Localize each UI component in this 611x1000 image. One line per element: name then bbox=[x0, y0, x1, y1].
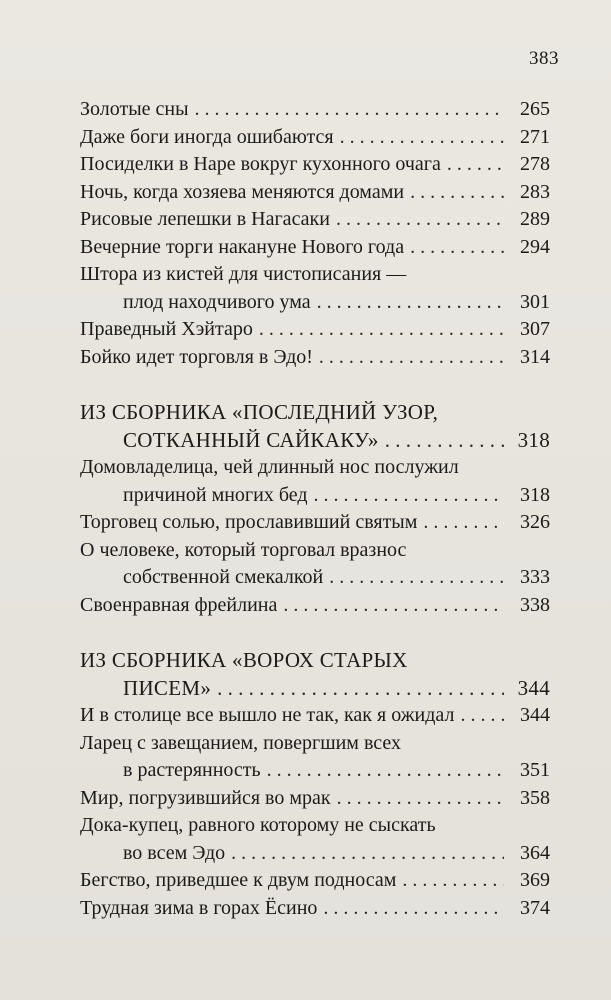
toc-entry bbox=[80, 124, 550, 152]
leader-dots bbox=[410, 234, 504, 262]
leader-dots bbox=[267, 757, 504, 785]
toc-entry-title: Посиделки в Наре вокруг кухонного очага bbox=[80, 153, 441, 175]
toc-entry bbox=[80, 344, 550, 372]
leader-dots bbox=[195, 96, 504, 124]
leader-dots bbox=[323, 895, 504, 923]
section-heading-line1 bbox=[80, 647, 550, 675]
toc-entry bbox=[80, 96, 550, 124]
leader-dots bbox=[283, 592, 504, 620]
leader-dots bbox=[423, 509, 504, 537]
leader-dots bbox=[336, 206, 504, 234]
toc-entry-title: Рисовые лепешки в Нагасаки bbox=[80, 208, 330, 230]
toc-entry-page: 271 bbox=[520, 125, 550, 148]
section-spacer bbox=[80, 371, 550, 399]
toc-entry bbox=[80, 179, 550, 207]
toc-entry-page: 333 bbox=[520, 566, 550, 588]
toc-entry-page: 278 bbox=[520, 153, 550, 175]
leader-dots bbox=[317, 289, 504, 317]
toc-entry-title-cont: причиной многих бед bbox=[123, 483, 308, 506]
section-heading: ИЗ СБОРНИКА «ВОРОХ СТАРЫХ bbox=[80, 648, 408, 672]
toc-entry bbox=[80, 702, 550, 730]
section-heading-line2 bbox=[80, 675, 550, 703]
page-number: 383 bbox=[529, 48, 559, 69]
toc-entry-title: Торговец солью, прославивший святым bbox=[80, 511, 418, 533]
toc-entry-title-cont: во всем Эдо bbox=[123, 841, 226, 864]
toc-entry-line1 bbox=[80, 261, 550, 289]
toc-entry bbox=[80, 509, 550, 537]
toc-entry-line1 bbox=[80, 812, 550, 840]
toc-entry-page: 314 bbox=[520, 345, 550, 368]
toc-entry-title: Праведный Хэйтаро bbox=[80, 318, 253, 340]
leader-dots bbox=[447, 151, 504, 179]
leader-dots bbox=[402, 867, 504, 895]
toc-entry-line2 bbox=[80, 564, 550, 592]
leader-dots bbox=[319, 344, 504, 372]
toc-entry-line2 bbox=[80, 482, 550, 510]
toc-entry-title: О человеке, который торговал вразнос bbox=[80, 538, 407, 561]
toc-entry bbox=[80, 316, 550, 344]
toc-entry-line1 bbox=[80, 537, 550, 565]
toc-entry-page: 294 bbox=[520, 235, 550, 258]
section-page: 318 bbox=[517, 427, 550, 452]
section-heading: ИЗ СБОРНИКА «ПОСЛЕДНИЙ УЗОР, bbox=[80, 400, 439, 424]
toc-entry-page: 265 bbox=[520, 98, 550, 120]
toc-entry-title: Бойко идет торговля в Эдо! bbox=[80, 345, 313, 368]
toc-entry bbox=[80, 785, 550, 813]
leader-dots bbox=[340, 124, 504, 152]
toc-entry-page: 326 bbox=[520, 511, 550, 533]
section-heading-cont: ПИСЕМ» bbox=[123, 675, 212, 700]
toc-entry-title: Трудная зима в горах Ёсино bbox=[80, 896, 318, 919]
toc-entry-line2 bbox=[80, 289, 550, 317]
toc-entry-page: 358 bbox=[520, 786, 550, 809]
leader-dots bbox=[410, 179, 504, 207]
toc-entry-line1 bbox=[80, 454, 550, 482]
toc-entry-title-cont: в растерянность bbox=[123, 759, 261, 781]
leader-dots bbox=[329, 564, 504, 592]
toc-entry bbox=[80, 592, 550, 620]
toc-entry-page: 318 bbox=[520, 483, 550, 506]
toc-entry-line2 bbox=[80, 757, 550, 785]
toc-entry-title: Вечерние торги накануне Нового года bbox=[80, 235, 405, 258]
section-spacer bbox=[80, 619, 550, 647]
toc-entry-page: 307 bbox=[520, 318, 550, 340]
toc-entry bbox=[80, 895, 550, 923]
leader-dots bbox=[231, 840, 504, 868]
toc-entry-title: Даже боги иногда ошибаются bbox=[80, 125, 334, 148]
leader-dots bbox=[217, 675, 504, 703]
toc-entry-page: 374 bbox=[520, 896, 550, 919]
toc-entry-page: 364 bbox=[520, 841, 550, 864]
toc-entry-title-cont: плод находчивого ума bbox=[123, 290, 311, 313]
toc-entry bbox=[80, 151, 550, 179]
toc-entry bbox=[80, 206, 550, 234]
leader-dots bbox=[385, 427, 504, 455]
toc-entry-title: Ночь, когда хозяева меняются домами bbox=[80, 180, 405, 203]
toc-entry-title: Мир, погрузившийся во мрак bbox=[80, 786, 331, 809]
table-of-contents bbox=[80, 96, 550, 922]
leader-dots bbox=[314, 482, 504, 510]
toc-entry-page: 338 bbox=[520, 593, 550, 616]
toc-entry bbox=[80, 867, 550, 895]
toc-entry-title: Бегство, приведшее к двум подносам bbox=[80, 869, 397, 891]
toc-entry-page: 301 bbox=[520, 290, 550, 313]
toc-entry-line1 bbox=[80, 730, 550, 758]
toc-entry-title: Своенравная фрейлина bbox=[80, 593, 278, 616]
toc-entry-page: 344 bbox=[520, 704, 550, 726]
section-heading-line2 bbox=[80, 427, 550, 455]
toc-entry-title: И в столице все вышло не так, как я ожидал bbox=[80, 704, 455, 726]
toc-entry-title: Домовладелица, чей длинный нос послужил bbox=[80, 456, 459, 478]
toc-entry-line2 bbox=[80, 840, 550, 868]
leader-dots bbox=[259, 316, 504, 344]
toc-entry bbox=[80, 234, 550, 262]
toc-entry-page: 351 bbox=[520, 759, 550, 781]
toc-entry-page: 283 bbox=[520, 180, 550, 203]
section-page: 344 bbox=[517, 675, 550, 700]
leader-dots bbox=[460, 702, 504, 730]
toc-entry-title: Штора из кистей для чистописания — bbox=[80, 263, 407, 285]
leader-dots bbox=[337, 785, 504, 813]
toc-entry-title: Дока-купец, равного которому не сыскать bbox=[80, 814, 436, 836]
toc-entry-title: Ларец с завещанием, повергшим всех bbox=[80, 731, 402, 754]
section-heading-cont: СОТКАННЫЙ САЙКАКУ» bbox=[123, 427, 379, 452]
section-heading-line1 bbox=[80, 399, 550, 427]
toc-entry-page: 289 bbox=[520, 208, 550, 230]
toc-entry-page: 369 bbox=[520, 869, 550, 891]
toc-entry-title-cont: собственной смекалкой bbox=[123, 566, 324, 588]
toc-entry-title: Золотые сны bbox=[80, 98, 189, 120]
